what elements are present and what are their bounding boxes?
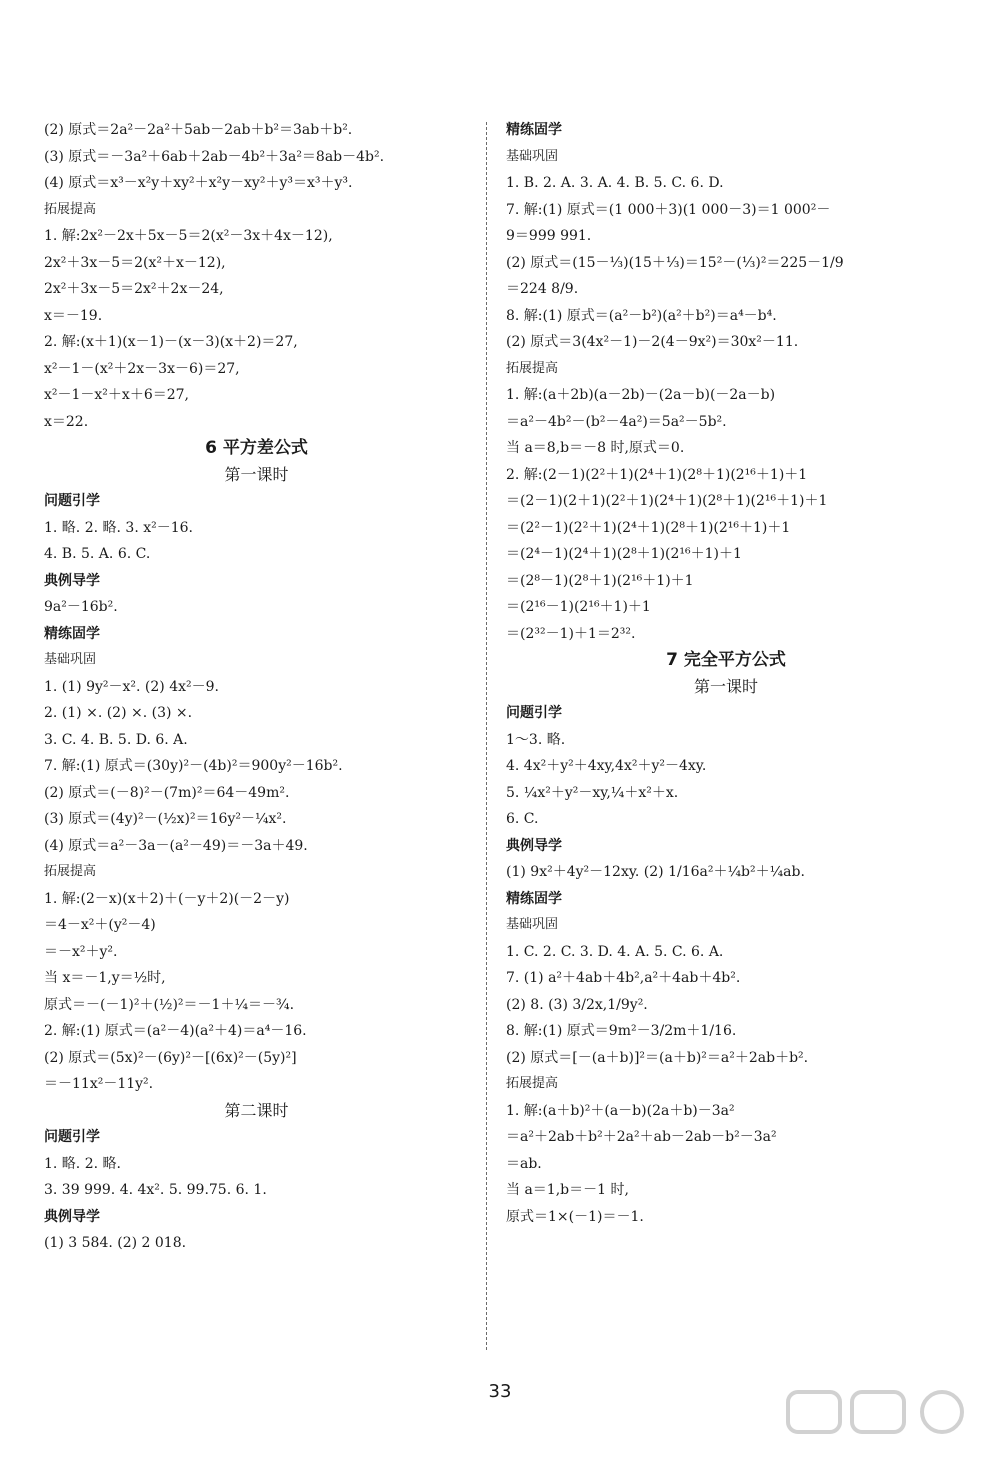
answer-line: 1～3. 略. <box>506 731 566 748</box>
answer-line: (3) 原式＝(4y)²－(½x)²＝16y²－¼x². <box>44 811 287 827</box>
subsection-label: 精练固学 <box>506 122 562 138</box>
answer-line: 8. 解:(1) 原式＝9m²－3/2m＋1/16. <box>506 1023 737 1039</box>
column-divider <box>486 122 487 1350</box>
section-heading: 7 完全平方公式 <box>666 650 786 670</box>
answer-line: 3. 39 999. 4. 4x². 5. 99.75. 6. 1. <box>44 1182 267 1198</box>
answer-line: ＝224 8/9. <box>506 281 579 297</box>
subsection-label: 拓展提高 <box>506 1076 559 1091</box>
subsection-label: 基础巩固 <box>506 917 559 932</box>
answer-line: ＝a²－4b²－(b²－4a²)＝5a²－5b². <box>506 413 727 430</box>
answer-line: ＝ab. <box>506 1155 542 1172</box>
answer-line: (2) 原式＝[－(a＋b)]²＝(a＋b)²＝a²＋2ab＋b². <box>506 1049 809 1066</box>
subsection-label: 典例导学 <box>44 1208 100 1225</box>
answer-line: 5. ¼x²＋y²－xy,¼＋x²＋x. <box>506 784 679 801</box>
page-number: 33 <box>488 1381 512 1402</box>
answer-line: ＝(2⁴－1)(2⁴＋1)(2⁸＋1)(2¹⁶＋1)＋1 <box>506 546 742 562</box>
subsection-label: 问题引学 <box>44 1129 100 1145</box>
subsection-label: 典例导学 <box>506 837 562 854</box>
answer-line: 原式＝1×(－1)＝－1. <box>506 1208 644 1225</box>
answer-line: (2) 原式＝2a²－2a²＋5ab－2ab＋b²＝3ab＋b². <box>44 122 353 138</box>
subsection-label: 精练固学 <box>506 890 562 907</box>
answer-line: 2. 解:(2－1)(2²＋1)(2⁴＋1)(2⁸＋1)(2¹⁶＋1)＋1 <box>506 466 808 483</box>
answer-line: ＝(2－1)(2＋1)(2²＋1)(2⁴＋1)(2⁸＋1)(2¹⁶＋1)＋1 <box>506 493 828 509</box>
answer-line: 2x²＋3x－5＝2x²＋2x－24, <box>44 281 224 297</box>
subsection-label: 拓展提高 <box>506 360 559 376</box>
answer-line: ＝(2³²－1)＋1＝2³². <box>506 625 636 642</box>
answer-line: 1. B. 2. A. 3. A. 4. B. 5. C. 6. D. <box>506 175 724 191</box>
answer-line: 1. 略. 2. 略. <box>44 1155 121 1172</box>
answer-line: 2x²＋3x－5＝2(x²＋x－12), <box>44 254 226 271</box>
answer-line: 4. 4x²＋y²＋4xy,4x²＋y²－4xy. <box>506 758 707 774</box>
answer-line: 4. B. 5. A. 6. C. <box>44 546 151 562</box>
answer-line: 7. 解:(1) 原式＝(30y)²－(4b)²＝900y²－16b². <box>44 758 343 774</box>
answer-line: x＝－19. <box>44 307 103 324</box>
subsection-label: 问题引学 <box>506 705 562 721</box>
subsection-label: 基础巩固 <box>44 652 97 667</box>
answer-line: ＝－x²＋y². <box>44 943 118 960</box>
answer-line: (2) 原式＝(15－⅓)(15＋⅓)＝15²－(⅓)²＝225－1/9 <box>506 254 844 271</box>
answer-line: 当 x＝－1,y＝½时, <box>44 970 166 986</box>
answer-line: ＝(2⁸－1)(2⁸＋1)(2¹⁶＋1)＋1 <box>506 572 694 589</box>
answer-line: x＝22. <box>44 413 89 430</box>
answer-line: (4) 原式＝a²－3a－(a²－49)＝－3a＋49. <box>44 837 308 854</box>
answer-line: 9＝999 991. <box>506 228 592 244</box>
answer-line: 7. (1) a²＋4ab＋4b²,a²＋4ab＋4b². <box>506 970 741 986</box>
subsection-label: 基础巩固 <box>506 148 559 164</box>
answer-line: (1) 9x²＋4y²－12xy. (2) 1/16a²＋¼b²＋¼ab. <box>506 864 805 880</box>
lesson-heading: 第二课时 <box>224 1100 289 1120</box>
answer-line: (3) 原式＝－3a²＋6ab＋2ab－4b²＋3a²＝8ab－4b². <box>44 148 385 165</box>
answer-line: 2. (1) ×. (2) ×. (3) ×. <box>44 705 193 721</box>
subsection-label: 拓展提高 <box>44 864 97 879</box>
lesson-heading: 第一课时 <box>224 464 289 484</box>
answer-line: ＝－11x²－11y². <box>44 1076 154 1092</box>
answer-line: 7. 解:(1) 原式＝(1 000＋3)(1 000－3)＝1 000²－ <box>506 201 831 218</box>
answer-line: 8. 解:(1) 原式＝(a²－b²)(a²＋b²)＝a⁴－b⁴. <box>506 307 777 324</box>
answer-line: ＝4－x²＋(y²－4) <box>44 917 156 933</box>
answer-line: (2) 8. (3) 3/2x,1/9y². <box>506 996 648 1013</box>
answer-line: ＝a²＋2ab＋b²＋2a²＋ab－2ab－b²－3a² <box>506 1129 777 1145</box>
subsection-label: 典例导学 <box>44 572 100 589</box>
answer-line: 1. C. 2. C. 3. D. 4. A. 5. C. 6. A. <box>506 943 724 960</box>
lesson-heading: 第一课时 <box>693 676 758 696</box>
answer-line: ＝(2¹⁶－1)(2¹⁶＋1)＋1 <box>506 599 651 615</box>
answer-line: (4) 原式＝x³－x²y＋xy²＋x²y－xy²＋y³＝x³＋y³. <box>44 175 353 191</box>
answer-line: (1) 3 584. (2) 2 018. <box>44 1235 187 1251</box>
subsection-label: 拓展提高 <box>44 201 97 217</box>
answer-line: 6. C. <box>506 811 539 827</box>
watermark-logo <box>782 1388 982 1466</box>
answer-line: 1. 解:(a＋b)²＋(a－b)(2a＋b)－3a² <box>506 1102 735 1119</box>
answer-line: ＝(2²－1)(2²＋1)(2⁴＋1)(2⁸＋1)(2¹⁶＋1)＋1 <box>506 519 791 536</box>
answer-line: (2) 原式＝(－8)²－(7m)²＝64－49m². <box>44 784 290 801</box>
answer-line: 9a²－16b². <box>44 599 118 615</box>
answer-line: 原式＝－(－1)²＋(½)²＝－1＋¼＝－¾. <box>44 996 295 1013</box>
answer-line: 当 a＝8,b＝－8 时,原式＝0. <box>506 440 685 456</box>
answer-line: 1. 解:(a＋2b)(a－2b)－(2a－b)(－2a－b) <box>506 387 776 403</box>
answer-line: 1. (1) 9y²－x². (2) 4x²－9. <box>44 678 219 695</box>
answer-line: 1. 略. 2. 略. 3. x²－16. <box>44 519 193 536</box>
answer-line: x²－1－(x²＋2x－3x－6)＝27, <box>44 360 240 377</box>
answer-line: 2. 解:(x＋1)(x－1)－(x－3)(x＋2)＝27, <box>44 334 298 350</box>
section-heading: 6 平方差公式 <box>205 438 308 458</box>
subsection-label: 问题引学 <box>44 493 100 509</box>
answer-line: 2. 解:(1) 原式＝(a²－4)(a²＋4)＝a⁴－16. <box>44 1023 307 1039</box>
answer-line: 1. 解:2x²－2x＋5x－5＝2(x²－3x＋4x－12), <box>44 228 333 244</box>
answer-line: (2) 原式＝3(4x²－1)－2(4－9x²)＝30x²－11. <box>506 334 799 350</box>
answer-line: 3. C. 4. B. 5. D. 6. A. <box>44 731 188 748</box>
answer-line: (2) 原式＝(5x)²－(6y)²－[(6x)²－(5y)²] <box>44 1049 297 1066</box>
subsection-label: 精练固学 <box>44 625 100 642</box>
answer-line: 1. 解:(2－x)(x＋2)＋(－y＋2)(－2－y) <box>44 890 290 907</box>
answer-line: x²－1－x²＋x＋6＝27, <box>44 387 189 403</box>
answer-line: 当 a＝1,b＝－1 时, <box>506 1182 629 1198</box>
